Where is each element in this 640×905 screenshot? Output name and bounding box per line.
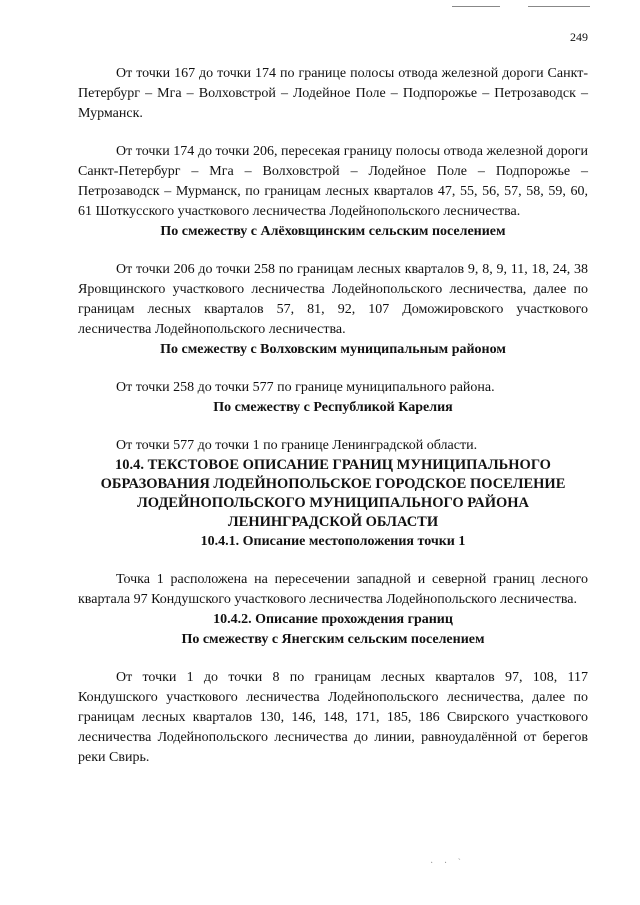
subheading-yanegskoe: По смежеству с Янегским сельским поселением	[181, 632, 485, 647]
paragraph-1: От точки 167 до точки 174 по границе полосы отвода железной дороги Санкт-Петербург – Мга – Волховстрой – Лодейное Поле – Подпорожье – Петрозаводск – Мурманск.	[78, 66, 588, 121]
paragraph-7: От точки 1 до точки 8 по границам лесных кварталов 97, 108, 117 Кондушского участкового лесничества Лодейнопольского лесничества, далее по границам лесных кварталов 130, 146, 148, 171, 185, 186 Свирского участкового лесничества Лодейнопольского лесничества до линии, равноудалённой от берегов реки Свирь.	[78, 670, 588, 765]
paragraph-4: От точки 258 до точки 577 по границе муниципального района.	[116, 380, 495, 395]
subheading-10-4-1: 10.4.1. Описание местоположения точки 1	[200, 534, 466, 549]
section-title-10-4: 10.4. ТЕКСТОВОЕ ОПИСАНИЕ ГРАНИЦ МУНИЦИПАЛЬНОГО ОБРАЗОВАНИЯ ЛОДЕЙНОПОЛЬСКОЕ ГОРОДСКОЕ ПОСЕЛЕНИЕ ЛОДЕЙНОПОЛЬСКОГО МУНИЦИПАЛЬНОГО РАЙОНА ЛЕНИНГРАДСКОЙ ОБЛАСТИ	[100, 457, 566, 530]
paragraph-2: От точки 174 до точки 206, пересекая границу полосы отвода железной дороги Санкт-Петербург – Мга – Волховстрой – Лодейное Поле – Подпорожье – Петрозаводск – Мурманск, по границам лесных кварталов 47, 55, 56, 57, 58, 59, 60, 61 Шоткусского участкового лесничества Лодейнопольского лесничества.	[78, 144, 588, 219]
subheading-karelia: По смежеству с Республикой Карелия	[213, 400, 453, 415]
scan-specks: · · `	[430, 858, 465, 869]
subheading-volkhovsky: По смежеству с Волховским муниципальным районом	[160, 342, 506, 357]
paragraph-6: Точка 1 расположена на пересечении западной и северной границ лесного квартала 97 Кондушского участкового лесничества Лодейнопольского лесничества.	[78, 572, 588, 607]
scan-rule-left	[452, 6, 500, 7]
document-body	[78, 64, 588, 768]
paragraph-5: От точки 577 до точки 1 по границе Ленинградской области.	[116, 438, 478, 453]
page-number: 249	[570, 30, 588, 44]
scan-rule-right	[528, 6, 590, 7]
subheading-alekhovshchinskoe: По смежеству с Алёховщинским сельским поселением	[160, 224, 506, 239]
subheading-10-4-2: 10.4.2. Описание прохождения границ	[213, 612, 453, 627]
paragraph-3: От точки 206 до точки 258 по границам лесных кварталов 9, 8, 9, 11, 18, 24, 38 Яровщинского участкового лесничества Лодейнопольского лесничества, далее по границам лесных кварталов 57, 81, 92, 107 Доможировского участкового лесничества Лодейнопольского лесничества.	[78, 262, 588, 337]
